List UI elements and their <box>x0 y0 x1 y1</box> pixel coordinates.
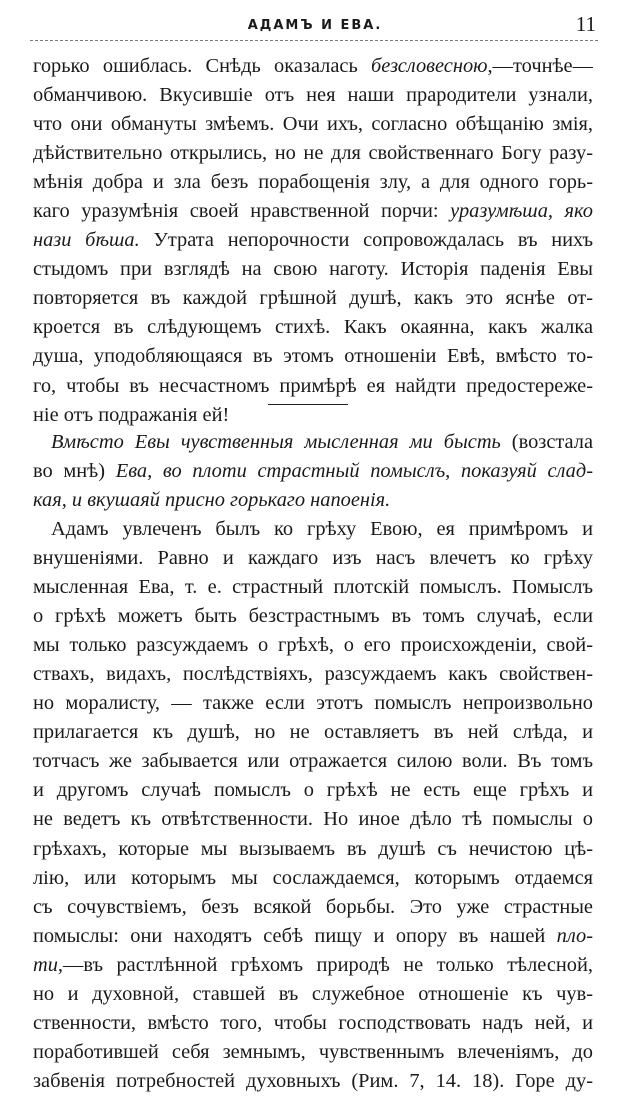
text-line <box>33 573 593 602</box>
text-run: но и духовной, ставшей въ служебное отношеніе къ чув- <box>33 982 593 1005</box>
text-line <box>33 139 593 168</box>
text-line <box>33 1009 593 1038</box>
text-line <box>33 544 593 573</box>
text-line <box>33 197 593 226</box>
text-line <box>33 631 593 660</box>
italic-text-run: уразумѣша, яко <box>450 200 593 223</box>
text-line <box>33 922 593 951</box>
text-run: Утрата непорочности сопровождалась въ нихъ <box>139 229 593 252</box>
text-line <box>33 1067 593 1096</box>
text-line <box>33 486 593 515</box>
text-line <box>33 689 593 718</box>
text-line <box>33 893 593 922</box>
italic-text-run: кая, и вкушаяй присно горькаго напоенія. <box>33 489 391 512</box>
text-run: стыдомъ при взглядѣ на свою наготу. Исторія паденія Евы <box>33 258 593 281</box>
text-line <box>33 718 593 747</box>
text-line <box>33 313 593 342</box>
text-line <box>33 81 593 110</box>
text-run: помыслы: они находятъ себѣ пищу и опору въ нашей <box>33 924 557 947</box>
text-run: дѣйствительно открылись, но не для свойственнаго Богу разу- <box>33 142 593 165</box>
text-line <box>33 660 593 689</box>
text-line <box>33 951 593 980</box>
text-run: поработившей себя земнымъ, чувственнымъ влеченіямъ, до <box>33 1040 593 1063</box>
text-run: мысленная Ева, т. е. страстный плотскій помыслъ. Помыслъ <box>33 576 593 599</box>
paragraph-1 <box>33 52 593 430</box>
text-line <box>33 226 593 255</box>
text-run: повторяется въ каждой грѣшной душѣ, какъ это яснѣе от- <box>33 287 593 310</box>
verse-quote <box>33 428 593 515</box>
text-run: не ведетъ къ отвѣтственности. Но иное дѣло тѣ помыслы о <box>33 808 593 831</box>
text-run: о грѣхѣ можетъ быть безстрастнымъ въ томъ случаѣ, если <box>33 605 593 628</box>
paragraph-2 <box>33 515 593 1096</box>
text-line <box>33 52 593 81</box>
text-run: прилагается къ душѣ, но не оставляетъ въ ней слѣда, и <box>33 721 593 744</box>
text-run: и другомъ случаѣ помыслъ о грѣхѣ не есть еще грѣхъ и <box>33 779 593 802</box>
text-run: (возстала <box>511 431 593 453</box>
text-line <box>33 1038 593 1067</box>
text-line <box>33 428 593 457</box>
text-line <box>33 372 593 401</box>
text-run: съ сочувствіемъ, безъ всякой борьбы. Это уже страстные <box>33 895 593 918</box>
text-line <box>33 835 593 864</box>
italic-text-run: Ева, во плоти страстный помыслъ, показуяй слад- <box>115 460 593 483</box>
text-run: лію, или которымъ мы сослаждаемся, которымъ отдаемся <box>33 866 593 889</box>
italic-text-run: безсловесною <box>371 55 488 77</box>
text-run: ственности, вмѣсто того, чтобы господствовать надъ ней, и <box>33 1011 593 1034</box>
text-line <box>33 342 593 371</box>
italic-text-run: Вмѣсто Евы чувственныя мысленная ми бысть <box>51 431 512 453</box>
section-divider <box>268 404 348 405</box>
text-line <box>33 864 593 893</box>
italic-text-run: пло- <box>556 924 593 947</box>
text-line <box>33 284 593 313</box>
text-run: мѣнія добра и зла безъ порабощенія злу, а для одного горь- <box>33 171 593 194</box>
text-run: Адамъ увлеченъ былъ ко грѣху Евою, ея примѣромъ и <box>51 518 593 540</box>
header-rule <box>30 40 598 41</box>
text-run: ,—въ растлѣнной грѣхомъ природѣ не только тѣлесной, <box>57 953 593 976</box>
text-line <box>33 515 593 544</box>
text-run: забвенія потребностей духовныхъ (Рим. 7, 14. 18). Горе ду- <box>33 1069 593 1092</box>
italic-text-run: ти <box>33 953 58 976</box>
text-line <box>33 747 593 776</box>
text-run: ніе отъ подражанія ей! <box>33 403 230 426</box>
text-run: что они обмануты змѣемъ. Очи ихъ, согласно обѣщанію змія, <box>33 113 593 136</box>
page-header <box>30 12 600 42</box>
italic-text-run: нази бѣша. <box>33 229 140 252</box>
text-run: ,—точнѣе— <box>487 55 593 77</box>
running-title: АДАМЪ И ЕВА. <box>247 18 383 33</box>
text-run: ствахъ, видахъ, послѣдствіяхъ, разсуждаемъ какъ свойствен- <box>33 663 593 686</box>
text-run: мы только разсуждаемъ о грѣхѣ, о его происхожденіи, свой- <box>33 634 593 657</box>
text-line <box>33 776 593 805</box>
text-line <box>33 457 593 486</box>
text-line <box>33 168 593 197</box>
text-run: го, чтобы въ несчастномъ примѣрѣ ея найдти предостереже- <box>33 374 593 397</box>
text-run: тотчасъ же забывается или отражается силою воли. Въ томъ <box>33 750 593 773</box>
text-run: обманчивою. Вкусившіе отъ нея наши прародители узнали, <box>33 84 593 107</box>
text-run: во мнѣ) <box>33 460 116 483</box>
text-line <box>33 602 593 631</box>
text-line <box>33 805 593 834</box>
text-run: каго уразумѣнія своей нравственной порчи: <box>33 200 451 223</box>
text-line <box>33 980 593 1009</box>
text-run: кроется въ слѣдующемъ стихѣ. Какъ окаянна, какъ жалка <box>33 316 593 339</box>
page-number: 11 <box>575 12 596 36</box>
text-run: внушеніями. Равно и каждаго изъ насъ влечетъ ко грѣху <box>33 547 593 570</box>
text-line <box>33 255 593 284</box>
text-run: душа, уподобляющаяся въ этомъ отношеніи Евѣ, вмѣсто то- <box>33 345 593 368</box>
text-line <box>33 110 593 139</box>
text-run: горько ошиблась. Снѣдь оказалась <box>33 55 372 77</box>
text-run: грѣхахъ, которые мы вызываемъ въ душѣ съ нечистою цѣ- <box>33 837 593 860</box>
text-run: но моралисту, — также если этотъ помыслъ непроизвольно <box>33 692 593 715</box>
